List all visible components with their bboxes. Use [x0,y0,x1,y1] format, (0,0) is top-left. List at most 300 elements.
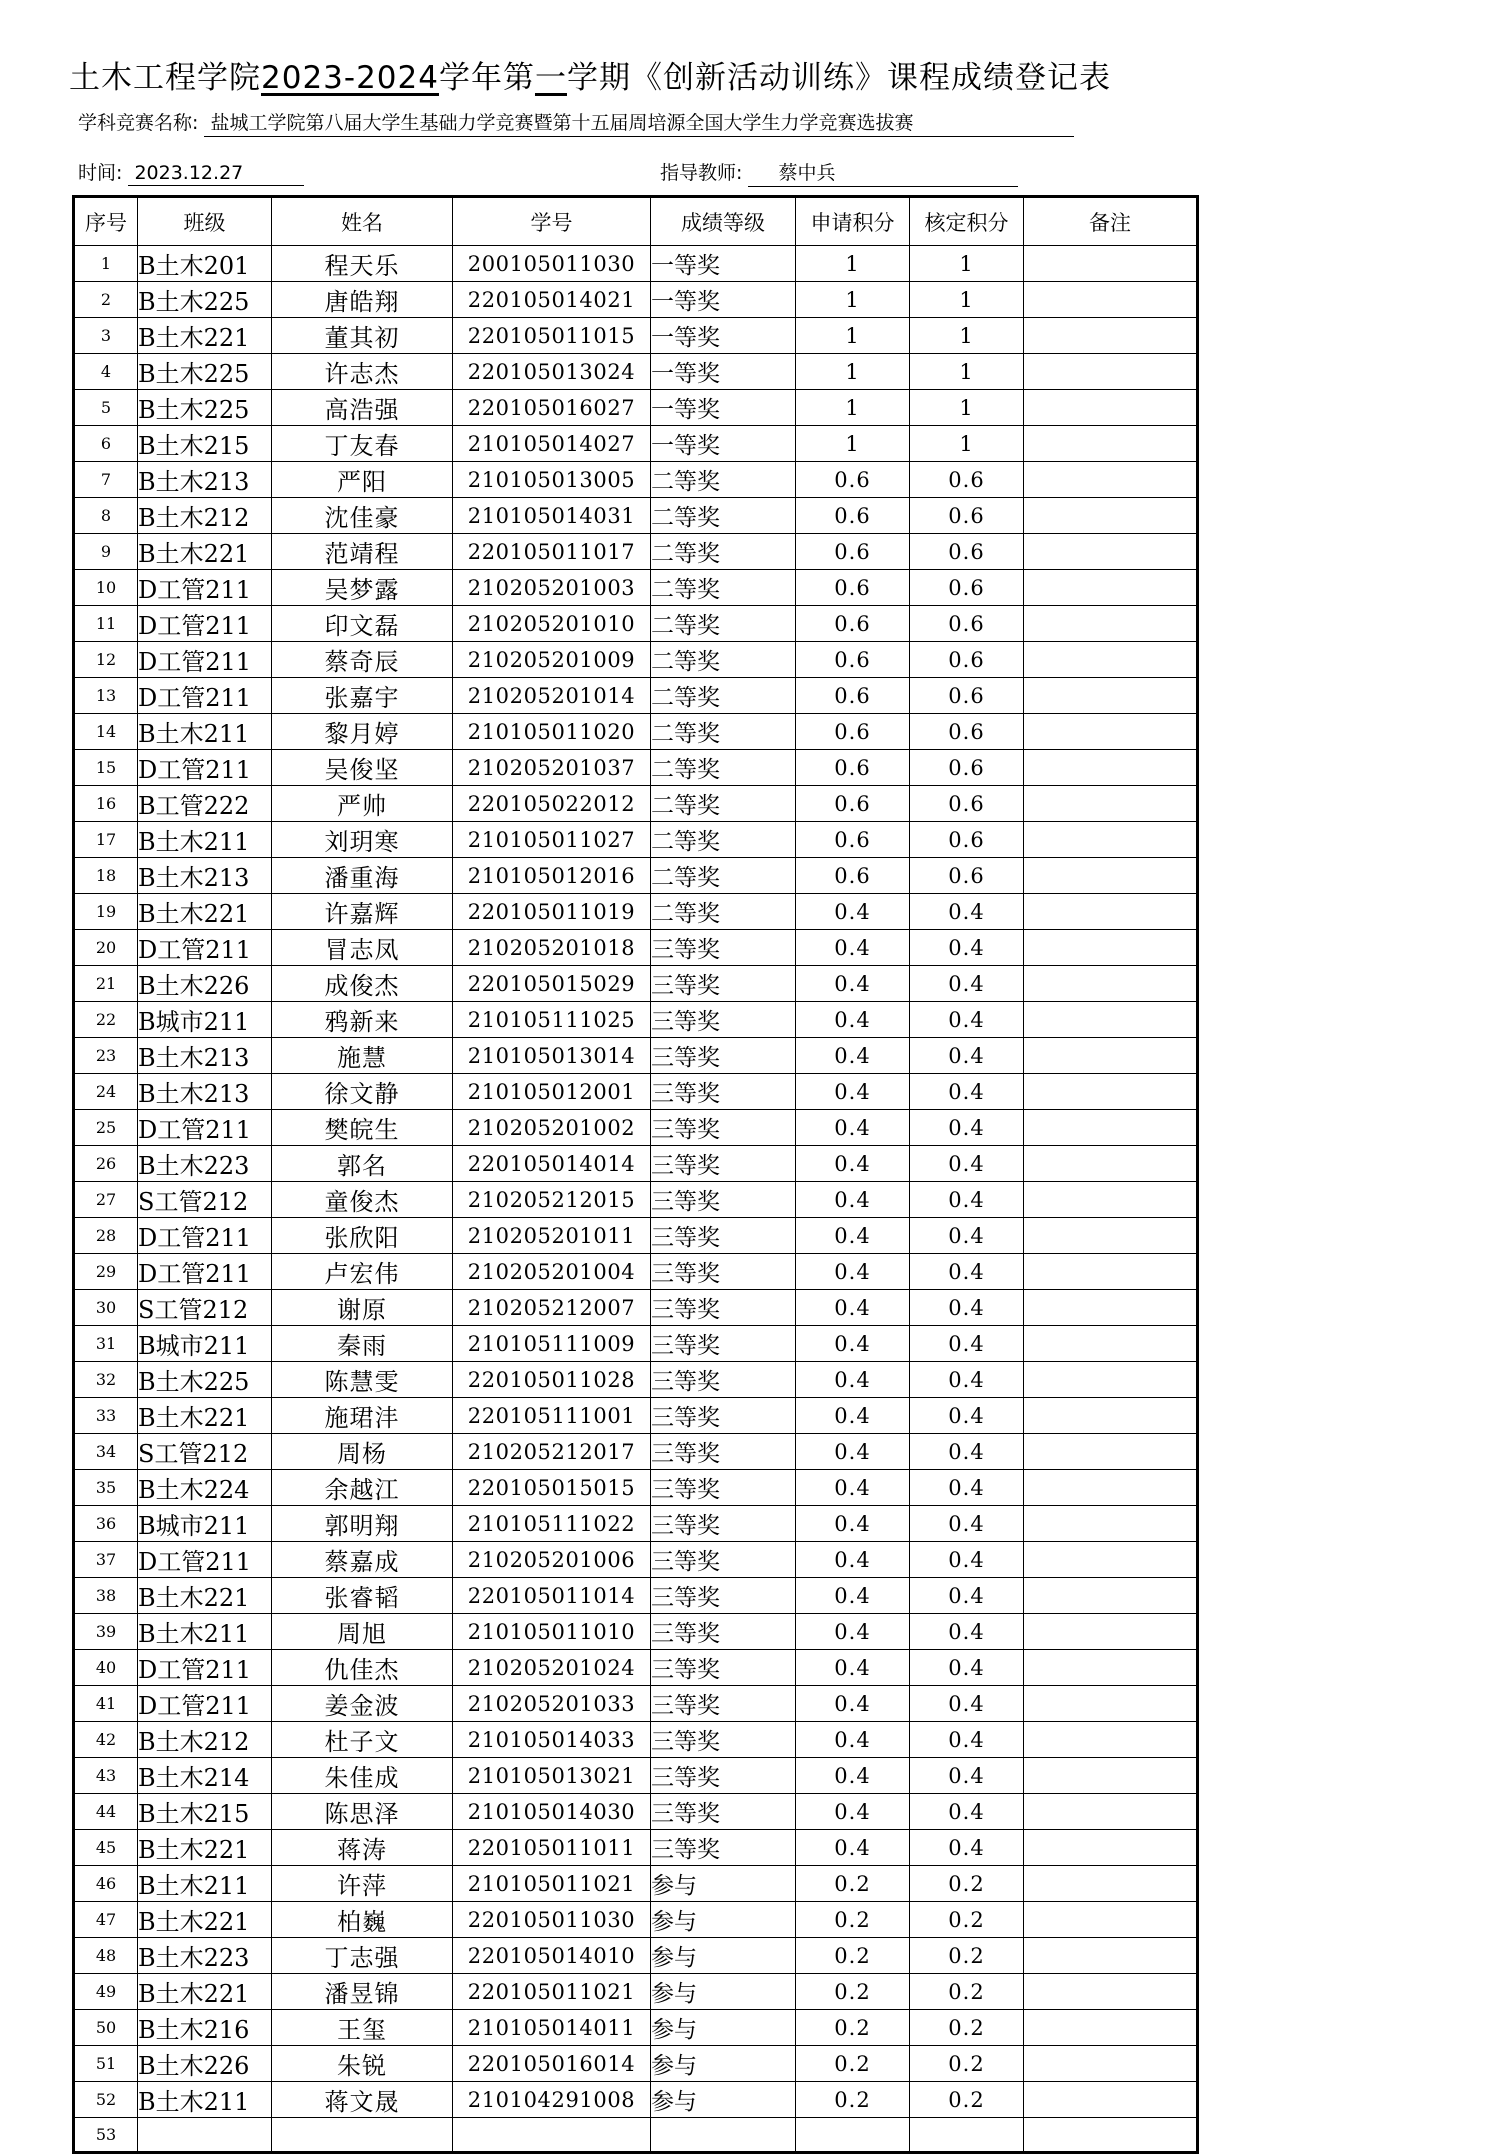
table-row [74,750,1198,786]
row-applied-points: 0.6 [796,498,910,534]
row-student-id: 210205201018 [453,930,651,966]
row-approved-points: 0.4 [910,930,1024,966]
row-student-id: 220105011011 [453,1830,651,1866]
row-class: B土木212 [138,1722,272,1758]
row-grade: 三等奖 [651,1398,796,1434]
table-body [74,246,1198,2153]
row-grade: 三等奖 [651,966,796,1002]
row-number: 29 [74,1254,138,1290]
row-class: B土木221 [138,1578,272,1614]
row-grade: 一等奖 [651,282,796,318]
row-approved-points: 0.2 [910,1866,1024,1902]
row-note [1024,894,1198,930]
row-class: B土木213 [138,858,272,894]
row-name: 郭名 [272,1146,453,1182]
table-row [74,786,1198,822]
row-student-id: 220105022012 [453,786,651,822]
table-row [74,1938,1198,1974]
row-note [1024,678,1198,714]
row-applied-points: 0.4 [796,1002,910,1038]
row-student-id: 210105013005 [453,462,651,498]
row-grade: 参与 [651,2082,796,2118]
table-row [74,282,1198,318]
row-student-id: 210105111025 [453,1002,651,1038]
row-approved-points: 0.4 [910,1002,1024,1038]
row-grade: 三等奖 [651,1110,796,1146]
row-number: 13 [74,678,138,714]
header-row [74,197,1198,246]
row-student-id: 220105015015 [453,1470,651,1506]
teacher-label: 指导教师: [660,162,743,184]
row-applied-points: 0.4 [796,1218,910,1254]
row-grade: 参与 [651,1902,796,1938]
row-grade: 二等奖 [651,606,796,642]
row-grade: 二等奖 [651,822,796,858]
row-approved-points: 0.2 [910,2046,1024,2082]
table-row [74,1974,1198,2010]
row-approved-points: 0.6 [910,822,1024,858]
row-grade: 一等奖 [651,318,796,354]
row-applied-points: 0.4 [796,1326,910,1362]
row-class: B土木201 [138,246,272,282]
row-number: 23 [74,1038,138,1074]
header-no: 序号 [74,197,138,246]
row-applied-points: 0.4 [796,1254,910,1290]
row-name: 严阳 [272,462,453,498]
row-class: B土木211 [138,2082,272,2118]
row-applied-points: 0.4 [796,966,910,1002]
row-student-id: 220105011021 [453,1974,651,2010]
row-grade: 三等奖 [651,1254,796,1290]
row-note [1024,714,1198,750]
row-student-id: 210205212017 [453,1434,651,1470]
row-note [1024,1614,1198,1650]
row-class: B土木214 [138,1758,272,1794]
row-note [1024,354,1198,390]
row-name: 许嘉辉 [272,894,453,930]
row-number: 25 [74,1110,138,1146]
row-note [1024,1938,1198,1974]
row-student-id: 210205201024 [453,1650,651,1686]
row-class: D工管211 [138,1686,272,1722]
table-row [74,1038,1198,1074]
row-approved-points: 1 [910,318,1024,354]
row-number: 40 [74,1650,138,1686]
row-class: B土木226 [138,2046,272,2082]
row-class: B土木223 [138,1938,272,1974]
row-number: 8 [74,498,138,534]
row-approved-points: 1 [910,354,1024,390]
row-class: D工管211 [138,570,272,606]
row-student-id: 220105011017 [453,534,651,570]
row-student-id: 220105014021 [453,282,651,318]
table-row [74,714,1198,750]
header-approved-points: 核定积分 [910,197,1024,246]
table-row [74,2046,1198,2082]
row-grade: 参与 [651,1974,796,2010]
row-number: 39 [74,1614,138,1650]
row-student-id: 210205201004 [453,1254,651,1290]
row-class: B土木213 [138,462,272,498]
row-note [1024,534,1198,570]
row-number: 2 [74,282,138,318]
row-name: 沈佳豪 [272,498,453,534]
row-name: 杜子文 [272,1722,453,1758]
table-row [74,1758,1198,1794]
table-row [74,1218,1198,1254]
row-class: D工管211 [138,1254,272,1290]
row-applied-points: 0.4 [796,1110,910,1146]
row-student-id: 210105012016 [453,858,651,894]
row-number: 34 [74,1434,138,1470]
table-row [74,246,1198,282]
row-approved-points: 0.4 [910,1542,1024,1578]
row-applied-points: 0.4 [796,1506,910,1542]
row-student-id: 210105014030 [453,1794,651,1830]
row-number: 35 [74,1470,138,1506]
row-applied-points: 0.6 [796,534,910,570]
row-approved-points: 0.4 [910,1218,1024,1254]
row-approved-points: 0.4 [910,1506,1024,1542]
row-applied-points: 0.4 [796,894,910,930]
table-row [74,570,1198,606]
row-grade: 三等奖 [651,1182,796,1218]
row-note [1024,282,1198,318]
row-grade: 二等奖 [651,462,796,498]
table-row [74,894,1198,930]
row-approved-points: 0.4 [910,1614,1024,1650]
row-name: 施慧 [272,1038,453,1074]
row-note [1024,642,1198,678]
row-grade: 三等奖 [651,930,796,966]
row-note [1024,1650,1198,1686]
row-grade: 二等奖 [651,714,796,750]
header-student-id: 学号 [453,197,651,246]
row-class: B土木211 [138,1866,272,1902]
row-number: 24 [74,1074,138,1110]
row-student-id: 210205212015 [453,1182,651,1218]
row-name: 印文磊 [272,606,453,642]
row-applied-points: 0.2 [796,1866,910,1902]
row-number: 30 [74,1290,138,1326]
row-name: 张欣阳 [272,1218,453,1254]
table-row [74,1866,1198,1902]
row-note [1024,822,1198,858]
row-grade: 三等奖 [651,1578,796,1614]
row-note [1024,1146,1198,1182]
row-note [1024,1038,1198,1074]
row-grade: 三等奖 [651,1722,796,1758]
row-name: 蔡奇辰 [272,642,453,678]
row-approved-points: 0.4 [910,1038,1024,1074]
row-grade: 一等奖 [651,426,796,462]
row-grade: 三等奖 [651,1650,796,1686]
teacher-line [660,158,1018,187]
row-name: 童俊杰 [272,1182,453,1218]
row-class: B工管222 [138,786,272,822]
row-number: 46 [74,1866,138,1902]
row-number: 38 [74,1578,138,1614]
row-applied-points: 0.6 [796,570,910,606]
row-class: B土木211 [138,714,272,750]
row-grade: 三等奖 [651,1758,796,1794]
title-term: 一 [534,60,567,96]
row-class: B土木224 [138,1470,272,1506]
row-class: S工管212 [138,1434,272,1470]
row-approved-points: 0.4 [910,1794,1024,1830]
row-student-id: 210205201006 [453,1542,651,1578]
row-grade: 一等奖 [651,354,796,390]
row-student-id: 210205201014 [453,678,651,714]
row-note [1024,498,1198,534]
row-applied-points: 0.6 [796,786,910,822]
row-student-id: 210205201009 [453,642,651,678]
row-grade: 二等奖 [651,678,796,714]
row-class: B土木221 [138,1830,272,1866]
row-name: 陈慧雯 [272,1362,453,1398]
row-class: B土木211 [138,1614,272,1650]
row-number: 26 [74,1146,138,1182]
row-grade: 三等奖 [651,1614,796,1650]
row-note [1024,1434,1198,1470]
row-student-id: 210105111009 [453,1326,651,1362]
table-row [74,1254,1198,1290]
row-number: 17 [74,822,138,858]
row-approved-points: 0.4 [910,1686,1024,1722]
row-name: 唐皓翔 [272,282,453,318]
row-approved-points: 0.6 [910,462,1024,498]
row-applied-points: 1 [796,282,910,318]
row-note [1024,1686,1198,1722]
row-applied-points: 0.4 [796,1074,910,1110]
row-approved-points: 0.6 [910,606,1024,642]
row-number: 7 [74,462,138,498]
row-approved-points: 0.4 [910,1146,1024,1182]
row-applied-points: 0.4 [796,1614,910,1650]
row-grade: 参与 [651,2046,796,2082]
row-applied-points: 0.2 [796,2046,910,2082]
table-row [74,1002,1198,1038]
row-approved-points: 1 [910,282,1024,318]
row-number: 36 [74,1506,138,1542]
table-row [74,390,1198,426]
row-number: 28 [74,1218,138,1254]
row-approved-points: 0.6 [910,534,1024,570]
row-class: B土木226 [138,966,272,1002]
row-name: 冒志凤 [272,930,453,966]
row-student-id: 210105011021 [453,1866,651,1902]
row-class: S工管212 [138,1182,272,1218]
row-approved-points: 0.4 [910,1254,1024,1290]
row-name: 柏巍 [272,1902,453,1938]
row-name: 蔡嘉成 [272,1542,453,1578]
row-applied-points: 0.6 [796,606,910,642]
header-note: 备注 [1024,197,1198,246]
row-note [1024,786,1198,822]
row-number: 14 [74,714,138,750]
row-number: 32 [74,1362,138,1398]
row-approved-points: 0.6 [910,786,1024,822]
table-row [74,1686,1198,1722]
row-class: B土木213 [138,1074,272,1110]
row-class: B土木216 [138,2010,272,2046]
row-name: 许志杰 [272,354,453,390]
row-number: 53 [74,2118,138,2153]
row-name: 董其初 [272,318,453,354]
row-name: 程天乐 [272,246,453,282]
row-name: 陈思泽 [272,1794,453,1830]
row-note [1024,1794,1198,1830]
row-grade: 三等奖 [651,1002,796,1038]
row-applied-points: 1 [796,426,910,462]
table-row [74,1110,1198,1146]
row-applied-points: 1 [796,390,910,426]
row-note [1024,2118,1198,2153]
row-applied-points: 0.4 [796,1290,910,1326]
row-grade: 三等奖 [651,1542,796,1578]
row-approved-points: 0.6 [910,714,1024,750]
table-row [74,1182,1198,1218]
row-name: 高浩强 [272,390,453,426]
table-row [74,534,1198,570]
row-student-id: 220105014010 [453,1938,651,1974]
row-grade: 二等奖 [651,750,796,786]
row-number: 5 [74,390,138,426]
row-number: 31 [74,1326,138,1362]
row-approved-points: 0.2 [910,2082,1024,2118]
row-note [1024,1110,1198,1146]
competition-value: 盐城工学院第八届大学生基础力学竞赛暨第十五届周培源全国大学生力学竞赛选拔赛 [204,108,1074,137]
table-row [74,966,1198,1002]
row-name: 朱佳成 [272,1758,453,1794]
row-student-id: 210205212007 [453,1290,651,1326]
row-class: S工管212 [138,1290,272,1326]
row-student-id: 220105011030 [453,1902,651,1938]
row-grade: 三等奖 [651,1830,796,1866]
row-applied-points: 0.4 [796,1758,910,1794]
row-student-id: 210205201037 [453,750,651,786]
row-grade: 三等奖 [651,1038,796,1074]
row-note [1024,2010,1198,2046]
row-grade: 三等奖 [651,1218,796,1254]
row-approved-points: 0.2 [910,1938,1024,1974]
row-number: 10 [74,570,138,606]
row-class: B土木215 [138,426,272,462]
row-student-id: 210105111022 [453,1506,651,1542]
table-row [74,354,1198,390]
row-note [1024,318,1198,354]
row-grade: 三等奖 [651,1434,796,1470]
row-grade: 二等奖 [651,786,796,822]
row-approved-points: 0.4 [910,1326,1024,1362]
row-student-id: 220105016014 [453,2046,651,2082]
row-number: 18 [74,858,138,894]
row-student-id: 210105011020 [453,714,651,750]
table-row [74,1362,1198,1398]
header-class: 班级 [138,197,272,246]
title-suffix: 学期《创新活动训练》课程成绩登记表 [566,60,1111,96]
row-class: B土木213 [138,1038,272,1074]
row-class: D工管211 [138,1542,272,1578]
row-applied-points: 0.4 [796,1038,910,1074]
row-student-id: 210105013014 [453,1038,651,1074]
row-number: 45 [74,1830,138,1866]
table-row [74,678,1198,714]
row-applied-points: 1 [796,354,910,390]
row-class: B土木221 [138,894,272,930]
table-row [74,1794,1198,1830]
row-student-id: 200105011030 [453,246,651,282]
table-row [74,1902,1198,1938]
row-name: 卢宏伟 [272,1254,453,1290]
row-approved-points: 0.4 [910,1470,1024,1506]
row-approved-points: 0.4 [910,1110,1024,1146]
row-grade: 三等奖 [651,1470,796,1506]
row-approved-points: 0.6 [910,498,1024,534]
table-row [74,2118,1198,2153]
row-approved-points: 0.6 [910,678,1024,714]
row-name: 吴梦露 [272,570,453,606]
row-number: 19 [74,894,138,930]
row-note [1024,390,1198,426]
table-row [74,642,1198,678]
row-name: 刘玥寒 [272,822,453,858]
row-applied-points: 0.4 [796,1542,910,1578]
row-number: 9 [74,534,138,570]
row-name: 严帅 [272,786,453,822]
page-title [0,52,1180,97]
row-approved-points: 1 [910,246,1024,282]
row-applied-points: 0.2 [796,2010,910,2046]
title-year: 2023-2024 [261,60,439,96]
row-note [1024,930,1198,966]
row-name: 潘昱锦 [272,1974,453,2010]
time-value: 2023.12.27 [128,162,304,186]
row-grade: 二等奖 [651,498,796,534]
row-name: 黎月婷 [272,714,453,750]
table-row [74,1830,1198,1866]
row-class: B土木221 [138,1398,272,1434]
row-student-id: 210105014027 [453,426,651,462]
row-number: 15 [74,750,138,786]
table-row [74,1650,1198,1686]
table-row [74,1074,1198,1110]
row-class: D工管211 [138,930,272,966]
row-number: 33 [74,1398,138,1434]
row-student-id: 220105011028 [453,1362,651,1398]
row-number: 43 [74,1758,138,1794]
table-row [74,1614,1198,1650]
row-number: 44 [74,1794,138,1830]
row-approved-points: 0.4 [910,1182,1024,1218]
row-note [1024,858,1198,894]
row-approved-points: 1 [910,390,1024,426]
row-class: B土木221 [138,1974,272,2010]
table-row [74,1326,1198,1362]
row-name: 蒋涛 [272,1830,453,1866]
table-row [74,498,1198,534]
row-student-id: 220105011019 [453,894,651,930]
title-prefix: 土木工程学院 [69,60,261,96]
row-approved-points: 0.4 [910,1578,1024,1614]
row-approved-points: 0.6 [910,750,1024,786]
row-note [1024,1398,1198,1434]
row-approved-points: 0.4 [910,1290,1024,1326]
row-approved-points: 0.4 [910,1830,1024,1866]
row-name: 丁友春 [272,426,453,462]
row-class: B土木212 [138,498,272,534]
row-name: 周旭 [272,1614,453,1650]
